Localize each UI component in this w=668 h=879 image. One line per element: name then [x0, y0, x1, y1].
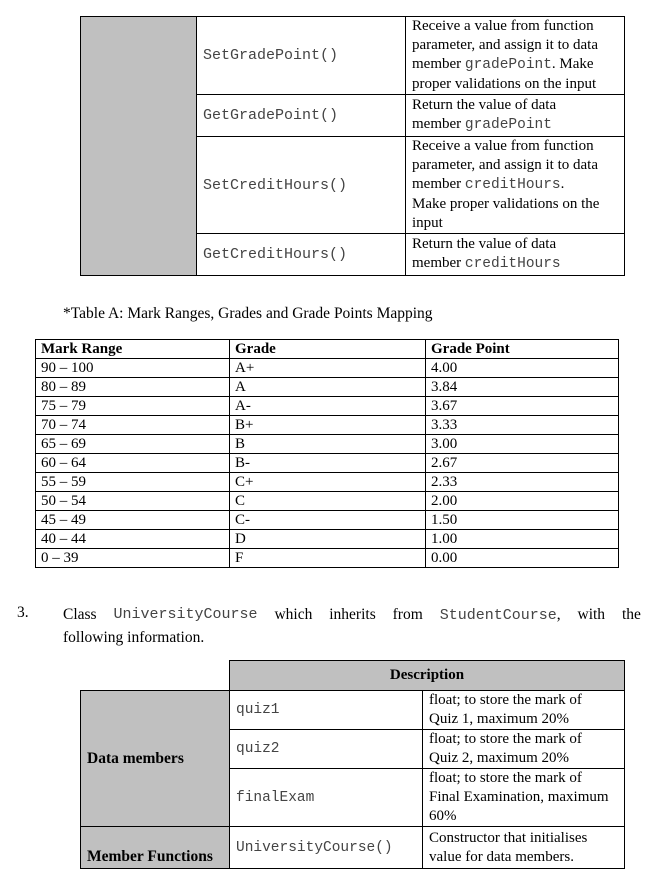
word: which — [274, 606, 313, 623]
table-row — [36, 359, 619, 378]
mark-range-cell: 50 – 54 — [36, 492, 230, 511]
member-name: quiz1 — [230, 691, 423, 730]
table-row — [36, 397, 619, 416]
grade-point-cell: 1.50 — [426, 511, 619, 530]
item-3-line-1 — [63, 604, 641, 627]
grade-cell: B+ — [230, 416, 426, 435]
word: inherits — [329, 606, 376, 623]
code-gradepoint: gradePoint — [464, 117, 552, 133]
description-header: Description — [230, 661, 625, 691]
parent-class-group: StudentCourse, — [439, 606, 561, 624]
grade-point-cell: 2.67 — [426, 454, 619, 473]
table-row — [81, 827, 625, 869]
table-header-row — [36, 340, 619, 359]
desc-line: Receive a value from function — [412, 18, 594, 34]
grade-cell: A+ — [230, 359, 426, 378]
mark-range-cell: 45 – 49 — [36, 511, 230, 530]
grade-cell: A- — [230, 397, 426, 416]
header-grade: Grade — [230, 340, 426, 359]
desc-text: . Make — [551, 56, 594, 72]
method-name: SetCreditHours() — [197, 137, 406, 234]
header-mark-range: Mark Range — [36, 340, 230, 359]
grade-point-cell: 3.00 — [426, 435, 619, 454]
grade-point-cell: 1.00 — [426, 530, 619, 549]
item-3-line-2: following information. — [63, 629, 205, 646]
word: with — [577, 606, 606, 623]
desc-text: member — [412, 116, 465, 132]
desc-line — [412, 55, 618, 75]
desc-line: proper validations on the input — [412, 76, 597, 92]
table-row — [81, 691, 625, 730]
word: the — [621, 606, 641, 623]
grade-cell: C — [230, 492, 426, 511]
methods-table — [80, 16, 625, 276]
desc-text: member — [412, 56, 465, 72]
method-name: SetGradePoint() — [197, 17, 406, 95]
mark-range-cell: 65 – 69 — [36, 435, 230, 454]
method-description — [406, 95, 625, 137]
member-name: quiz2 — [230, 730, 423, 769]
table-row — [36, 435, 619, 454]
desc-line: float; to store the mark of — [429, 692, 582, 708]
method-description — [406, 17, 625, 95]
grade-point-cell: 4.00 — [426, 359, 619, 378]
desc-line: Receive a value from function — [412, 138, 594, 154]
mark-range-cell: 55 – 59 — [36, 473, 230, 492]
header-grade-point: Grade Point — [426, 340, 619, 359]
grade-point-cell: 0.00 — [426, 549, 619, 568]
desc-line — [412, 175, 618, 195]
desc-line: float; to store the mark of — [429, 770, 582, 786]
method-name: GetGradePoint() — [197, 95, 406, 137]
function-name: UniversityCourse() — [230, 827, 423, 869]
word: Class — [63, 606, 97, 623]
desc-text: member — [412, 176, 465, 192]
grade-cell: B- — [230, 454, 426, 473]
method-name: GetCreditHours() — [197, 234, 406, 276]
desc-line: 60% — [429, 808, 457, 824]
table-row — [36, 511, 619, 530]
mark-range-cell: 60 – 64 — [36, 454, 230, 473]
table-row — [81, 17, 625, 95]
grade-cell: D — [230, 530, 426, 549]
method-description — [406, 137, 625, 234]
grey-header-cell — [81, 17, 197, 276]
grade-point-cell: 2.33 — [426, 473, 619, 492]
grade-cell: B — [230, 435, 426, 454]
mark-range-cell: 0 – 39 — [36, 549, 230, 568]
table-row — [36, 378, 619, 397]
grade-cell: F — [230, 549, 426, 568]
grade-cell: A — [230, 378, 426, 397]
desc-line — [412, 254, 618, 274]
table-row — [36, 549, 619, 568]
desc-line — [412, 115, 618, 135]
grade-mapping-body — [36, 359, 619, 568]
mark-range-cell: 90 – 100 — [36, 359, 230, 378]
grade-point-cell: 3.84 — [426, 378, 619, 397]
class-name-code: UniversityCourse — [113, 606, 258, 623]
table-row — [36, 473, 619, 492]
table-row — [36, 492, 619, 511]
table-row — [36, 416, 619, 435]
table-row — [36, 454, 619, 473]
grade-point-cell: 3.33 — [426, 416, 619, 435]
desc-line: input — [412, 215, 443, 231]
mark-range-cell: 80 – 89 — [36, 378, 230, 397]
desc-text: member — [412, 255, 465, 271]
table-row — [36, 530, 619, 549]
member-description — [423, 769, 625, 827]
desc-line: parameter, and assign it to data — [412, 157, 598, 173]
grade-cell: C- — [230, 511, 426, 530]
desc-line: Final Examination, maximum — [429, 789, 609, 805]
mark-range-cell: 40 – 44 — [36, 530, 230, 549]
data-members-label: Data members — [81, 691, 230, 827]
desc-line: float; to store the mark of — [429, 731, 582, 747]
parent-class-code: StudentCourse — [439, 607, 557, 624]
desc-line: value for data members. — [429, 848, 574, 865]
member-functions-label: Member Functions — [81, 827, 230, 869]
member-name: finalExam — [230, 769, 423, 827]
grade-cell: C+ — [230, 473, 426, 492]
grade-mapping-table — [35, 339, 619, 568]
desc-line: parameter, and assign it to data — [412, 37, 598, 53]
desc-line: Make proper validations on the — [412, 196, 600, 212]
table-a-caption: *Table A: Mark Ranges, Grades and Grade Points Mapping — [63, 305, 433, 322]
function-description — [423, 827, 625, 869]
member-description — [423, 730, 625, 769]
word: from — [392, 606, 423, 623]
desc-text: . — [560, 176, 565, 192]
mark-range-cell: 70 – 74 — [36, 416, 230, 435]
code-gradepoint: gradePoint — [464, 57, 552, 73]
method-description — [406, 234, 625, 276]
desc-line: Return the value of data — [412, 236, 557, 252]
empty-corner — [81, 661, 230, 691]
desc-line: Return the value of data — [412, 97, 557, 113]
mark-range-cell: 75 – 79 — [36, 397, 230, 416]
code-credithours: creditHours — [464, 256, 561, 272]
member-description — [423, 691, 625, 730]
item-number: 3. — [17, 604, 29, 621]
table-header-row — [81, 661, 625, 691]
item-3-paragraph — [63, 604, 641, 649]
grade-point-cell: 3.67 — [426, 397, 619, 416]
university-course-table — [80, 660, 625, 869]
grade-point-cell: 2.00 — [426, 492, 619, 511]
desc-line: Constructor that initialises — [429, 829, 588, 846]
code-credithours: creditHours — [464, 177, 561, 193]
desc-line: Quiz 1, maximum 20% — [429, 711, 569, 727]
desc-line: Quiz 2, maximum 20% — [429, 750, 569, 766]
